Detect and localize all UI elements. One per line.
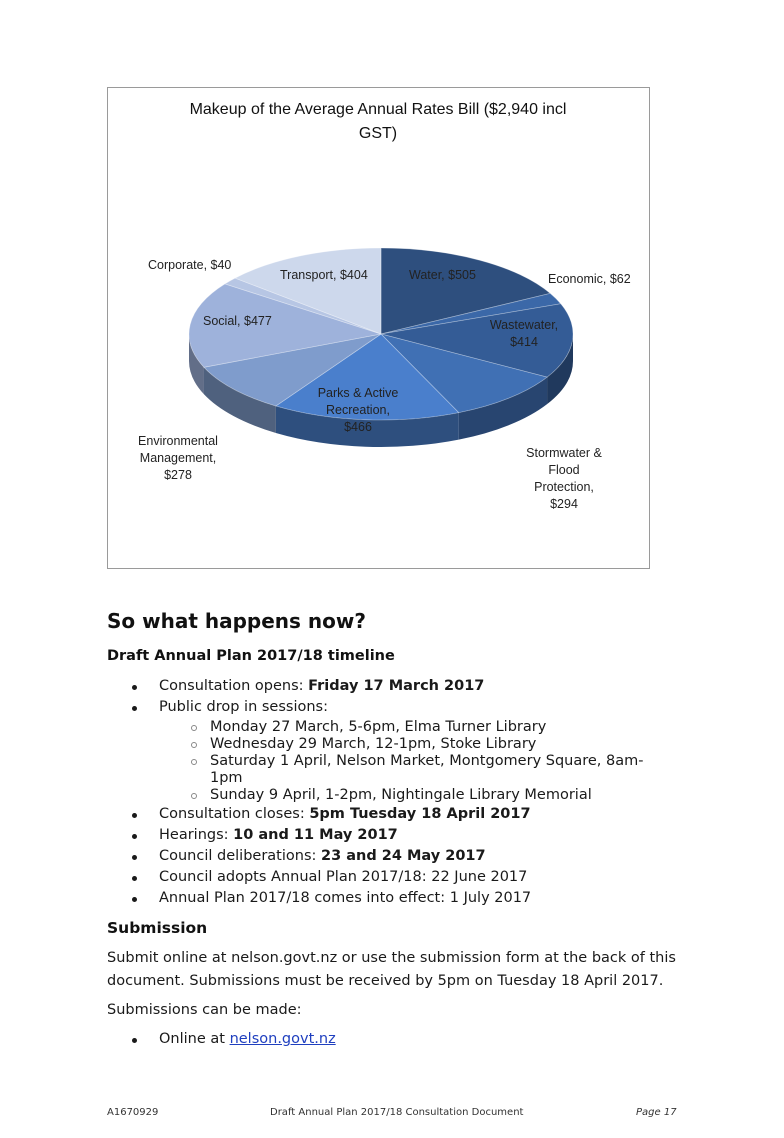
slice-label-wastewater: Wastewater, $414 bbox=[489, 318, 559, 349]
list-item: Saturday 1 April, Nelson Market, Montgomery Square, 8am-1pm bbox=[181, 753, 690, 787]
slice-label-environmental: Environmental Management, $278 bbox=[138, 434, 218, 482]
list-item: Council deliberations: 23 and 24 May 2017 bbox=[130, 846, 690, 867]
timeline-list bbox=[130, 676, 690, 909]
section-heading: So what happens now? bbox=[107, 609, 366, 633]
submission-methods-intro: Submissions can be made: bbox=[107, 1002, 302, 1018]
chart-title: Makeup of the Average Annual Rates Bill ($2,940 incl GST) bbox=[189, 101, 567, 142]
list-item: Council adopts Annual Plan 2017/18: 22 June 2017 bbox=[130, 867, 690, 888]
nelson-website-link[interactable]: nelson.govt.nz bbox=[229, 1031, 336, 1047]
list-item: Public drop in sessions: Monday 27 March, 5-6pm, Elma Turner Library Wednesday 29 March, 12-1pm, Stoke Library Saturday 1 April, Nelson Market, Montgomery Square, 8am-1pm Sunday 9 April, 1-2pm, Nightingale Library Memorial bbox=[130, 697, 690, 804]
list-item: Online at nelson.govt.nz bbox=[130, 1029, 530, 1050]
list-item: Annual Plan 2017/18 comes into effect: 1 July 2017 bbox=[130, 888, 690, 909]
slice-label-transport: Transport, $404 bbox=[280, 268, 368, 282]
footer-doc-title: Draft Annual Plan 2017/18 Consultation Document bbox=[270, 1107, 524, 1118]
list-item: Wednesday 29 March, 12-1pm, Stoke Library bbox=[181, 736, 690, 753]
slice-label-water: Water, $505 bbox=[409, 268, 476, 282]
slice-label-economic: Economic, $62 bbox=[548, 272, 631, 286]
slice-label-parks: Parks & Active Recreation, $466 bbox=[317, 386, 399, 434]
footer-page-number: Page 17 bbox=[636, 1107, 677, 1118]
list-item: Hearings: 10 and 11 May 2017 bbox=[130, 825, 690, 846]
slice-label-stormwater: Stormwater & Flood Protection, $294 bbox=[526, 446, 602, 511]
list-item: Consultation opens: Friday 17 March 2017 bbox=[130, 676, 690, 697]
sessions-list bbox=[181, 719, 690, 804]
submission-methods-list bbox=[130, 1029, 530, 1050]
pie-chart bbox=[107, 87, 650, 569]
slice-label-social: Social, $477 bbox=[203, 314, 272, 328]
submission-heading: Submission bbox=[107, 919, 208, 937]
submission-paragraph: Submit online at nelson.govt.nz or use the submission form at the back of this document. Submissions must be received by 5pm on Tuesday 18 April 2017. bbox=[107, 950, 676, 989]
list-item: Consultation closes: 5pm Tuesday 18 April 2017 bbox=[130, 804, 690, 825]
timeline-heading: Draft Annual Plan 2017/18 timeline bbox=[107, 648, 395, 664]
footer-doc-id: A1670929 bbox=[107, 1107, 159, 1118]
list-item: Sunday 9 April, 1-2pm, Nightingale Library Memorial bbox=[181, 787, 690, 804]
list-item: Monday 27 March, 5-6pm, Elma Turner Library bbox=[181, 719, 690, 736]
slice-label-corporate: Corporate, $40 bbox=[148, 258, 232, 272]
